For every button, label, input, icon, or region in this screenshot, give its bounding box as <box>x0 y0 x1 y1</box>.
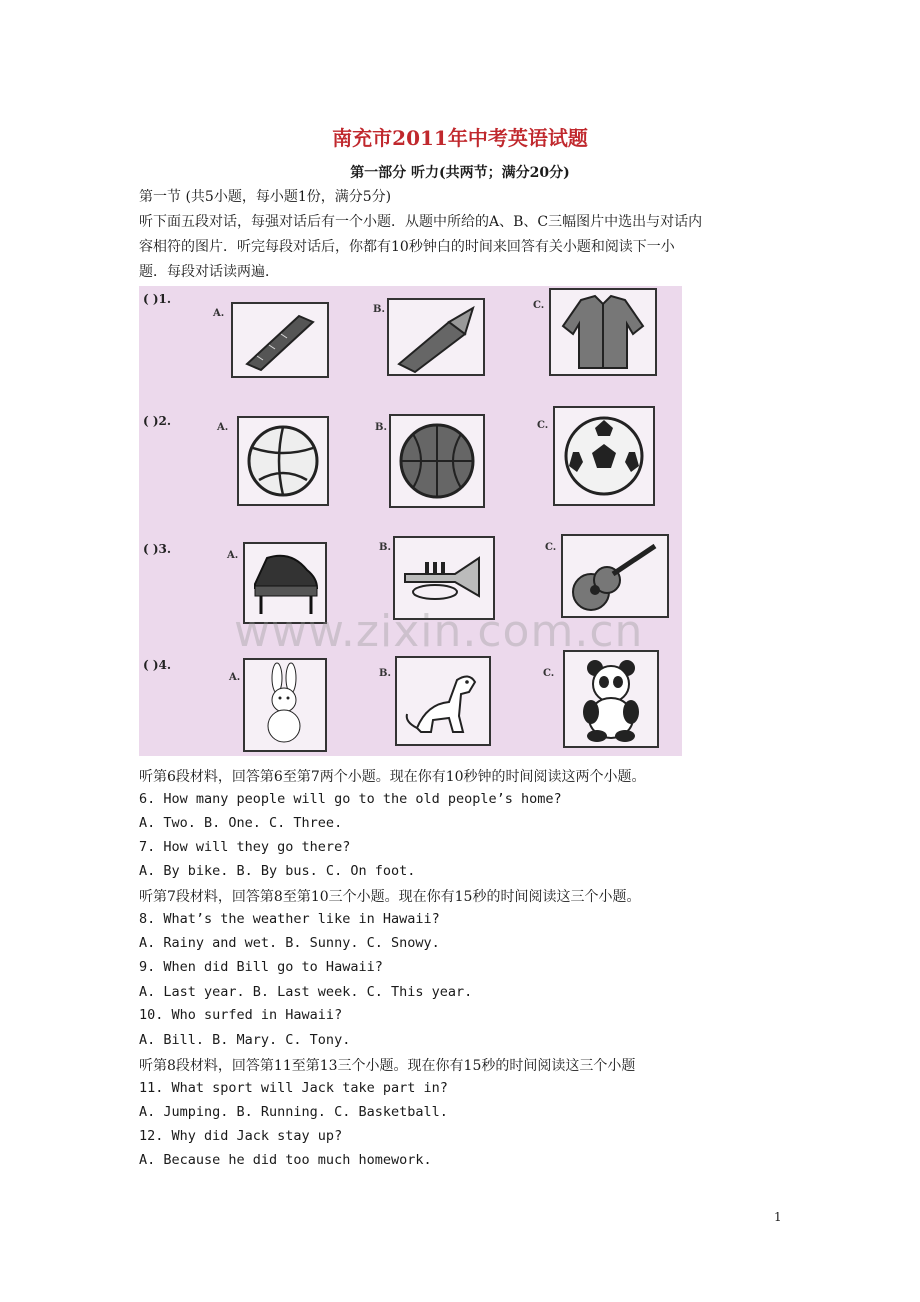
question-line: 12. Why did Jack stay up? <box>139 1128 343 1144</box>
option-letter: A. <box>213 308 225 319</box>
jacket-icon <box>549 288 657 376</box>
option-letter: B. <box>375 422 387 433</box>
option-letter: C. <box>537 420 549 431</box>
option-letter: A. <box>217 422 229 433</box>
question-line: 9. When did Bill go to Hawaii? <box>139 959 383 975</box>
option-letter: C. <box>545 542 557 553</box>
question-line: 6. How many people will go to the old people’s home? <box>139 791 562 807</box>
instruction-line: 容相符的图片．听完每段对话后，你都有10秒钟白的时间来回答有关小题和阅读下一小 <box>139 239 675 255</box>
instruction-line: 听下面五段对话，每强对话后有一个小题．从题中所给的A、B、C三幅图片中选出与对话内 <box>139 214 703 230</box>
watermark: www.zixin.com.cn <box>234 606 644 657</box>
option-letter: C. <box>543 668 555 679</box>
material-instruction: 听第6段材料，回答第6至第7两个小题。现在你有10秒钟的时间阅读这两个小题。 <box>139 769 646 785</box>
ruler-icon <box>231 302 329 378</box>
option-letter: A. <box>227 550 239 561</box>
question-line: 8. What’s the weather like in Hawaii? <box>139 911 440 927</box>
question-label: ( )2. <box>143 414 172 428</box>
question-line: 10. Who surfed in Hawaii? <box>139 1007 343 1023</box>
question-label: ( )1. <box>143 292 172 306</box>
material-instruction: 听第7段材料，回答第8至第10三个小题。现在你有15秒的时间阅读这三个小题。 <box>139 889 641 905</box>
question-label: ( )4. <box>143 658 172 672</box>
question-line: 7. How will they go there? <box>139 839 351 855</box>
page-number: 1 <box>774 1210 782 1224</box>
section-header: 第一节 (共5小题，每小题1份，满分5分) <box>139 189 392 205</box>
option-letter: B. <box>373 304 385 315</box>
option-letter: B. <box>379 542 391 553</box>
answer-options: A. Rainy and wet. B. Sunny. C. Snowy. <box>139 935 440 951</box>
option-letter: A. <box>229 672 241 683</box>
material-instruction: 听第8段材料，回答第11至第13三个小题。现在你有15秒的时间阅读这三个小题 <box>139 1058 636 1074</box>
soccer-ball-icon <box>553 406 655 506</box>
answer-options: A. Bill. B. Mary. C. Tony. <box>139 1032 351 1048</box>
page-title: 南充市2011年中考英语试题 <box>332 126 588 150</box>
basketball-icon <box>389 414 485 508</box>
question-line: 11. What sport will Jack take part in? <box>139 1080 448 1096</box>
dog-icon <box>395 656 491 746</box>
rabbit-icon <box>243 658 327 752</box>
pen-icon <box>387 298 485 376</box>
answer-options: A. Last year. B. Last week. C. This year. <box>139 984 473 1000</box>
answer-options: A. Two. B. One. C. Three. <box>139 815 343 831</box>
answer-options: A. Because he did too much homework. <box>139 1152 432 1168</box>
option-letter: C. <box>533 300 545 311</box>
answer-options: A. Jumping. B. Running. C. Basketball. <box>139 1104 448 1120</box>
picture-questions-figure <box>139 286 682 756</box>
answer-options: A. By bike. B. By bus. C. On foot. <box>139 863 416 879</box>
panda-icon <box>563 650 659 748</box>
question-label: ( )3. <box>143 542 172 556</box>
volleyball-icon <box>237 416 329 506</box>
option-letter: B. <box>379 668 391 679</box>
part-header: 第一部分 听力(共两节；满分20分) <box>350 165 570 181</box>
instruction-line: 题．每段对话读两遍． <box>139 264 279 280</box>
